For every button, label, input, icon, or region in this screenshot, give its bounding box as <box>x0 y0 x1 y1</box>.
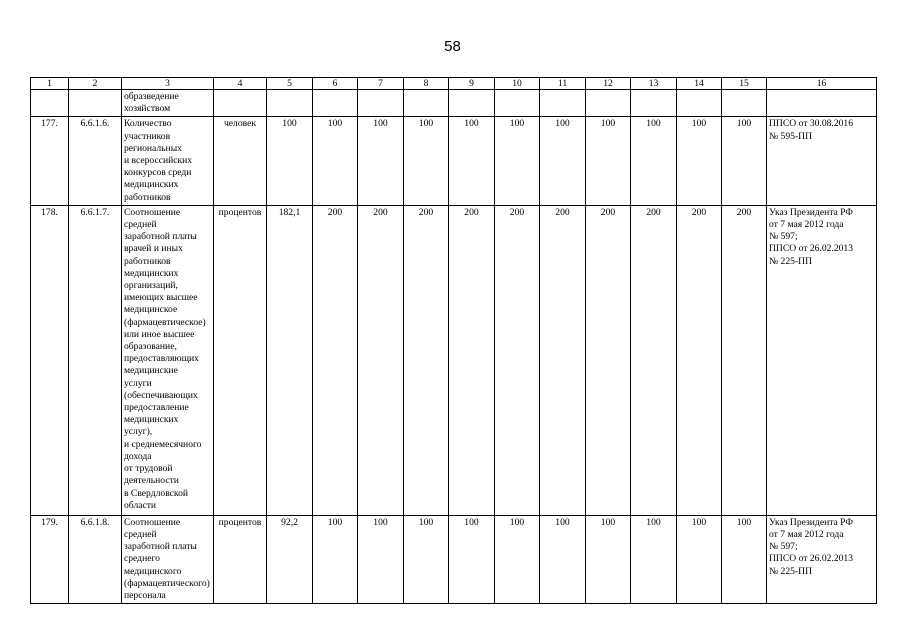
value-cell: 92,2 <box>267 515 313 603</box>
value-cell: 100 <box>404 515 449 603</box>
value-cell <box>495 90 540 117</box>
column-header: 5 <box>267 78 313 90</box>
column-header: 15 <box>722 78 767 90</box>
column-header: 12 <box>586 78 631 90</box>
column-header: 2 <box>69 78 122 90</box>
value-cell: 200 <box>540 205 586 515</box>
value-cell: 100 <box>495 117 540 205</box>
value-cell <box>677 90 722 117</box>
column-header: 9 <box>449 78 495 90</box>
unit: процентов <box>214 205 267 515</box>
value-cell: 200 <box>631 205 677 515</box>
value-cell <box>358 90 404 117</box>
row-code: 6.6.1.6. <box>69 117 122 205</box>
row-code: 6.6.1.8. <box>69 515 122 603</box>
indicator-name: образведение хозяйством <box>122 90 214 117</box>
value-cell: 100 <box>358 515 404 603</box>
value-cell: 182,1 <box>267 205 313 515</box>
value-cell: 100 <box>631 515 677 603</box>
value-cell: 100 <box>449 515 495 603</box>
value-cell: 100 <box>722 515 767 603</box>
value-cell: 100 <box>586 515 631 603</box>
value-cell <box>722 90 767 117</box>
value-cell: 100 <box>449 117 495 205</box>
legal-basis: Указ Президента РФ от 7 мая 2012 года № 597; ППСО от 26.02.2013 № 225-ПП <box>767 515 877 603</box>
value-cell <box>404 90 449 117</box>
row-number: 179. <box>31 515 69 603</box>
column-header: 4 <box>214 78 267 90</box>
row-code: 6.6.1.7. <box>69 205 122 515</box>
indicators-table <box>30 77 877 604</box>
column-header: 10 <box>495 78 540 90</box>
indicator-name: Количество участников региональных и всероссийских конкурсов среди медицинских работников <box>122 117 214 205</box>
unit: человек <box>214 117 267 205</box>
indicator-name: Соотношение средней заработной платы среднего медицинского (фармацевтического) персонала <box>122 515 214 603</box>
column-header: 14 <box>677 78 722 90</box>
value-cell: 200 <box>404 205 449 515</box>
value-cell: 200 <box>358 205 404 515</box>
page-number: 58 <box>444 38 461 55</box>
value-cell: 200 <box>586 205 631 515</box>
value-cell: 200 <box>313 205 358 515</box>
value-cell <box>313 90 358 117</box>
row-number <box>31 90 69 117</box>
table-row <box>31 90 877 117</box>
row-code <box>69 90 122 117</box>
value-cell: 100 <box>631 117 677 205</box>
legal-basis: ППСО от 30.08.2016 № 595-ПП <box>767 117 877 205</box>
value-cell: 100 <box>313 515 358 603</box>
value-cell <box>540 90 586 117</box>
legal-basis <box>767 90 877 117</box>
value-cell: 100 <box>677 117 722 205</box>
value-cell: 200 <box>677 205 722 515</box>
value-cell: 100 <box>495 515 540 603</box>
value-cell: 100 <box>677 515 722 603</box>
column-header: 3 <box>122 78 214 90</box>
unit <box>214 90 267 117</box>
value-cell: 100 <box>540 117 586 205</box>
value-cell: 100 <box>358 117 404 205</box>
unit: процентов <box>214 515 267 603</box>
column-header: 16 <box>767 78 877 90</box>
column-header: 8 <box>404 78 449 90</box>
value-cell <box>267 90 313 117</box>
column-header: 7 <box>358 78 404 90</box>
header-row <box>31 78 877 90</box>
column-header: 11 <box>540 78 586 90</box>
value-cell <box>631 90 677 117</box>
table-row <box>31 205 877 515</box>
table-row <box>31 515 877 603</box>
value-cell: 100 <box>540 515 586 603</box>
value-cell: 200 <box>722 205 767 515</box>
indicator-name: Соотношение средней заработной платы врачей и иных работников медицинских организаций, имеющих высшее медицинское (фармацевтическое) или иное высшее образование, предоставляющих медицинские услуги (обеспечивающих предоставление медицинских услуг), и среднемесячного дохода от трудовой деятельности в Свердловской области <box>122 205 214 515</box>
column-header: 6 <box>313 78 358 90</box>
column-header: 13 <box>631 78 677 90</box>
value-cell: 100 <box>313 117 358 205</box>
column-header: 1 <box>31 78 69 90</box>
value-cell: 200 <box>495 205 540 515</box>
row-number: 177. <box>31 117 69 205</box>
legal-basis: Указ Президента РФ от 7 мая 2012 года № 597; ППСО от 26.02.2013 № 225-ПП <box>767 205 877 515</box>
value-cell: 100 <box>586 117 631 205</box>
value-cell <box>586 90 631 117</box>
table-row <box>31 117 877 205</box>
value-cell: 100 <box>722 117 767 205</box>
value-cell <box>449 90 495 117</box>
value-cell: 100 <box>404 117 449 205</box>
value-cell: 200 <box>449 205 495 515</box>
row-number: 178. <box>31 205 69 515</box>
value-cell: 100 <box>267 117 313 205</box>
